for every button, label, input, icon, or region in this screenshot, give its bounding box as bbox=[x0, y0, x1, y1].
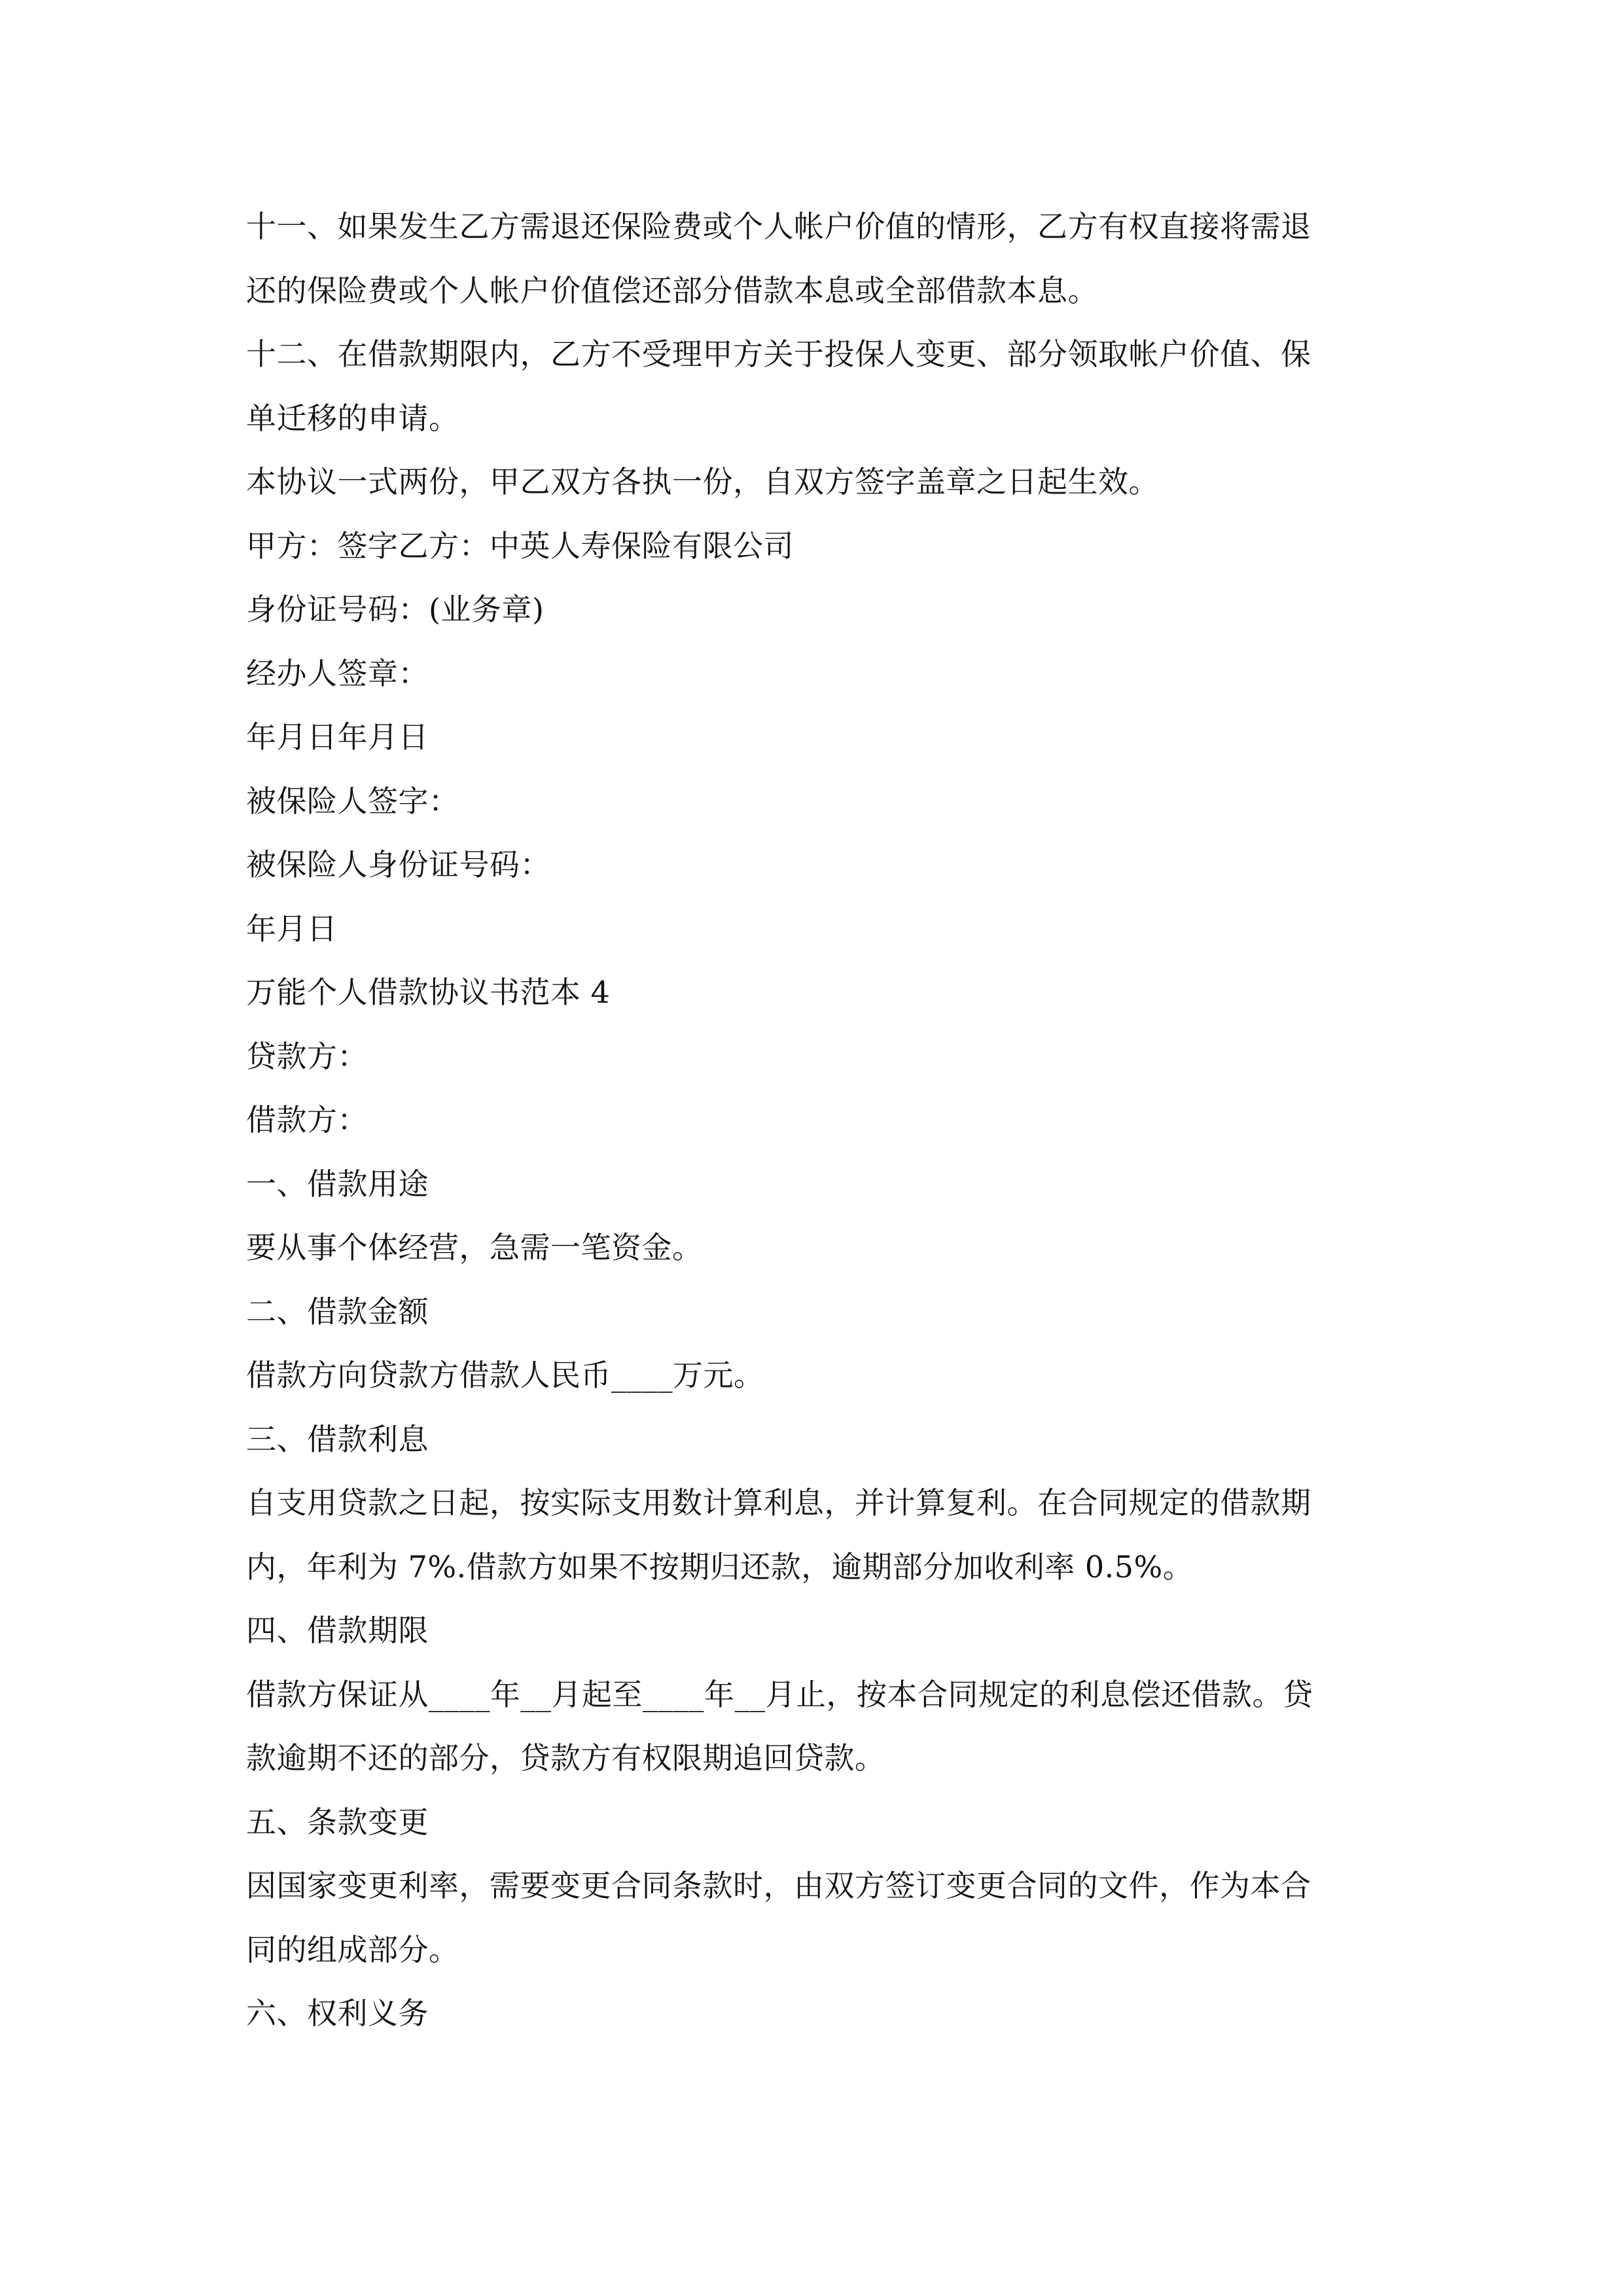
clause-change-text-2: 同的组成部分。 bbox=[246, 1931, 459, 1967]
heading-loan-purpose: 一、借款用途 bbox=[246, 1166, 429, 1202]
heading-clause-change: 五、条款变更 bbox=[246, 1804, 429, 1840]
borrower-line: 借款方： bbox=[246, 1102, 368, 1138]
date-line-insured: 年月日 bbox=[246, 910, 338, 946]
clause-12-line-1: 十二、在借款期限内，乙方不受理甲方关于投保人变更、部分领取帐户价值、保 bbox=[246, 336, 1311, 372]
loan-interest-text-1: 自支用贷款之日起，按实际支用数计算利息，并计算复利。在合同规定的借款期 bbox=[246, 1485, 1311, 1520]
heading-loan-amount: 二、借款金额 bbox=[246, 1293, 429, 1329]
heading-loan-term: 四、借款期限 bbox=[246, 1613, 429, 1648]
loan-term-text-2: 款逾期不还的部分，贷款方有权限期追回贷款。 bbox=[246, 1740, 885, 1776]
loan-term-text-1: 借款方保证从____年__月起至____年__月止，按本合同规定的利息偿还借款。贷 bbox=[246, 1676, 1313, 1712]
heading-loan-interest: 三、借款利息 bbox=[246, 1421, 429, 1457]
date-line-parties: 年月日年月日 bbox=[246, 719, 429, 755]
lender-line: 贷款方： bbox=[246, 1038, 368, 1074]
insured-id-line: 被保险人身份证号码： bbox=[246, 847, 550, 882]
loan-interest-text-2: 内，年利为 7%.借款方如果不按期归还款，逾期部分加收利率 0.5%。 bbox=[246, 1549, 1194, 1585]
insured-signature-line: 被保险人签字： bbox=[246, 783, 459, 819]
agreement-copies-text: 本协议一式两份，甲乙双方各执一份，自双方签字盖章之日起生效。 bbox=[246, 464, 1159, 499]
section-title: 万能个人借款协议书范本 4 bbox=[246, 975, 611, 1010]
clause-change-text-1: 因国家变更利率，需要变更合同条款时，由双方签订变更合同的文件，作为本合 bbox=[246, 1868, 1311, 1903]
clause-11-line-2: 还的保险费或个人帐户价值偿还部分借款本息或全部借款本息。 bbox=[246, 272, 1098, 308]
handler-signature-line: 经办人签章： bbox=[246, 655, 429, 691]
heading-rights-obligations: 六、权利义务 bbox=[246, 1996, 429, 2031]
loan-amount-text: 借款方向贷款方借款人民币____万元。 bbox=[246, 1357, 764, 1393]
document-body bbox=[246, 195, 1378, 2046]
loan-purpose-text: 要从事个体经营，急需一笔资金。 bbox=[246, 1230, 703, 1265]
id-number-line: 身份证号码：(业务章) bbox=[246, 592, 544, 627]
party-signature-line: 甲方：签字乙方：中英人寿保险有限公司 bbox=[246, 528, 794, 564]
clause-11-line-1: 十一、如果发生乙方需退还保险费或个人帐户价值的情形，乙方有权直接将需退 bbox=[246, 209, 1311, 244]
clause-12-line-2: 单迁移的申请。 bbox=[246, 400, 459, 436]
